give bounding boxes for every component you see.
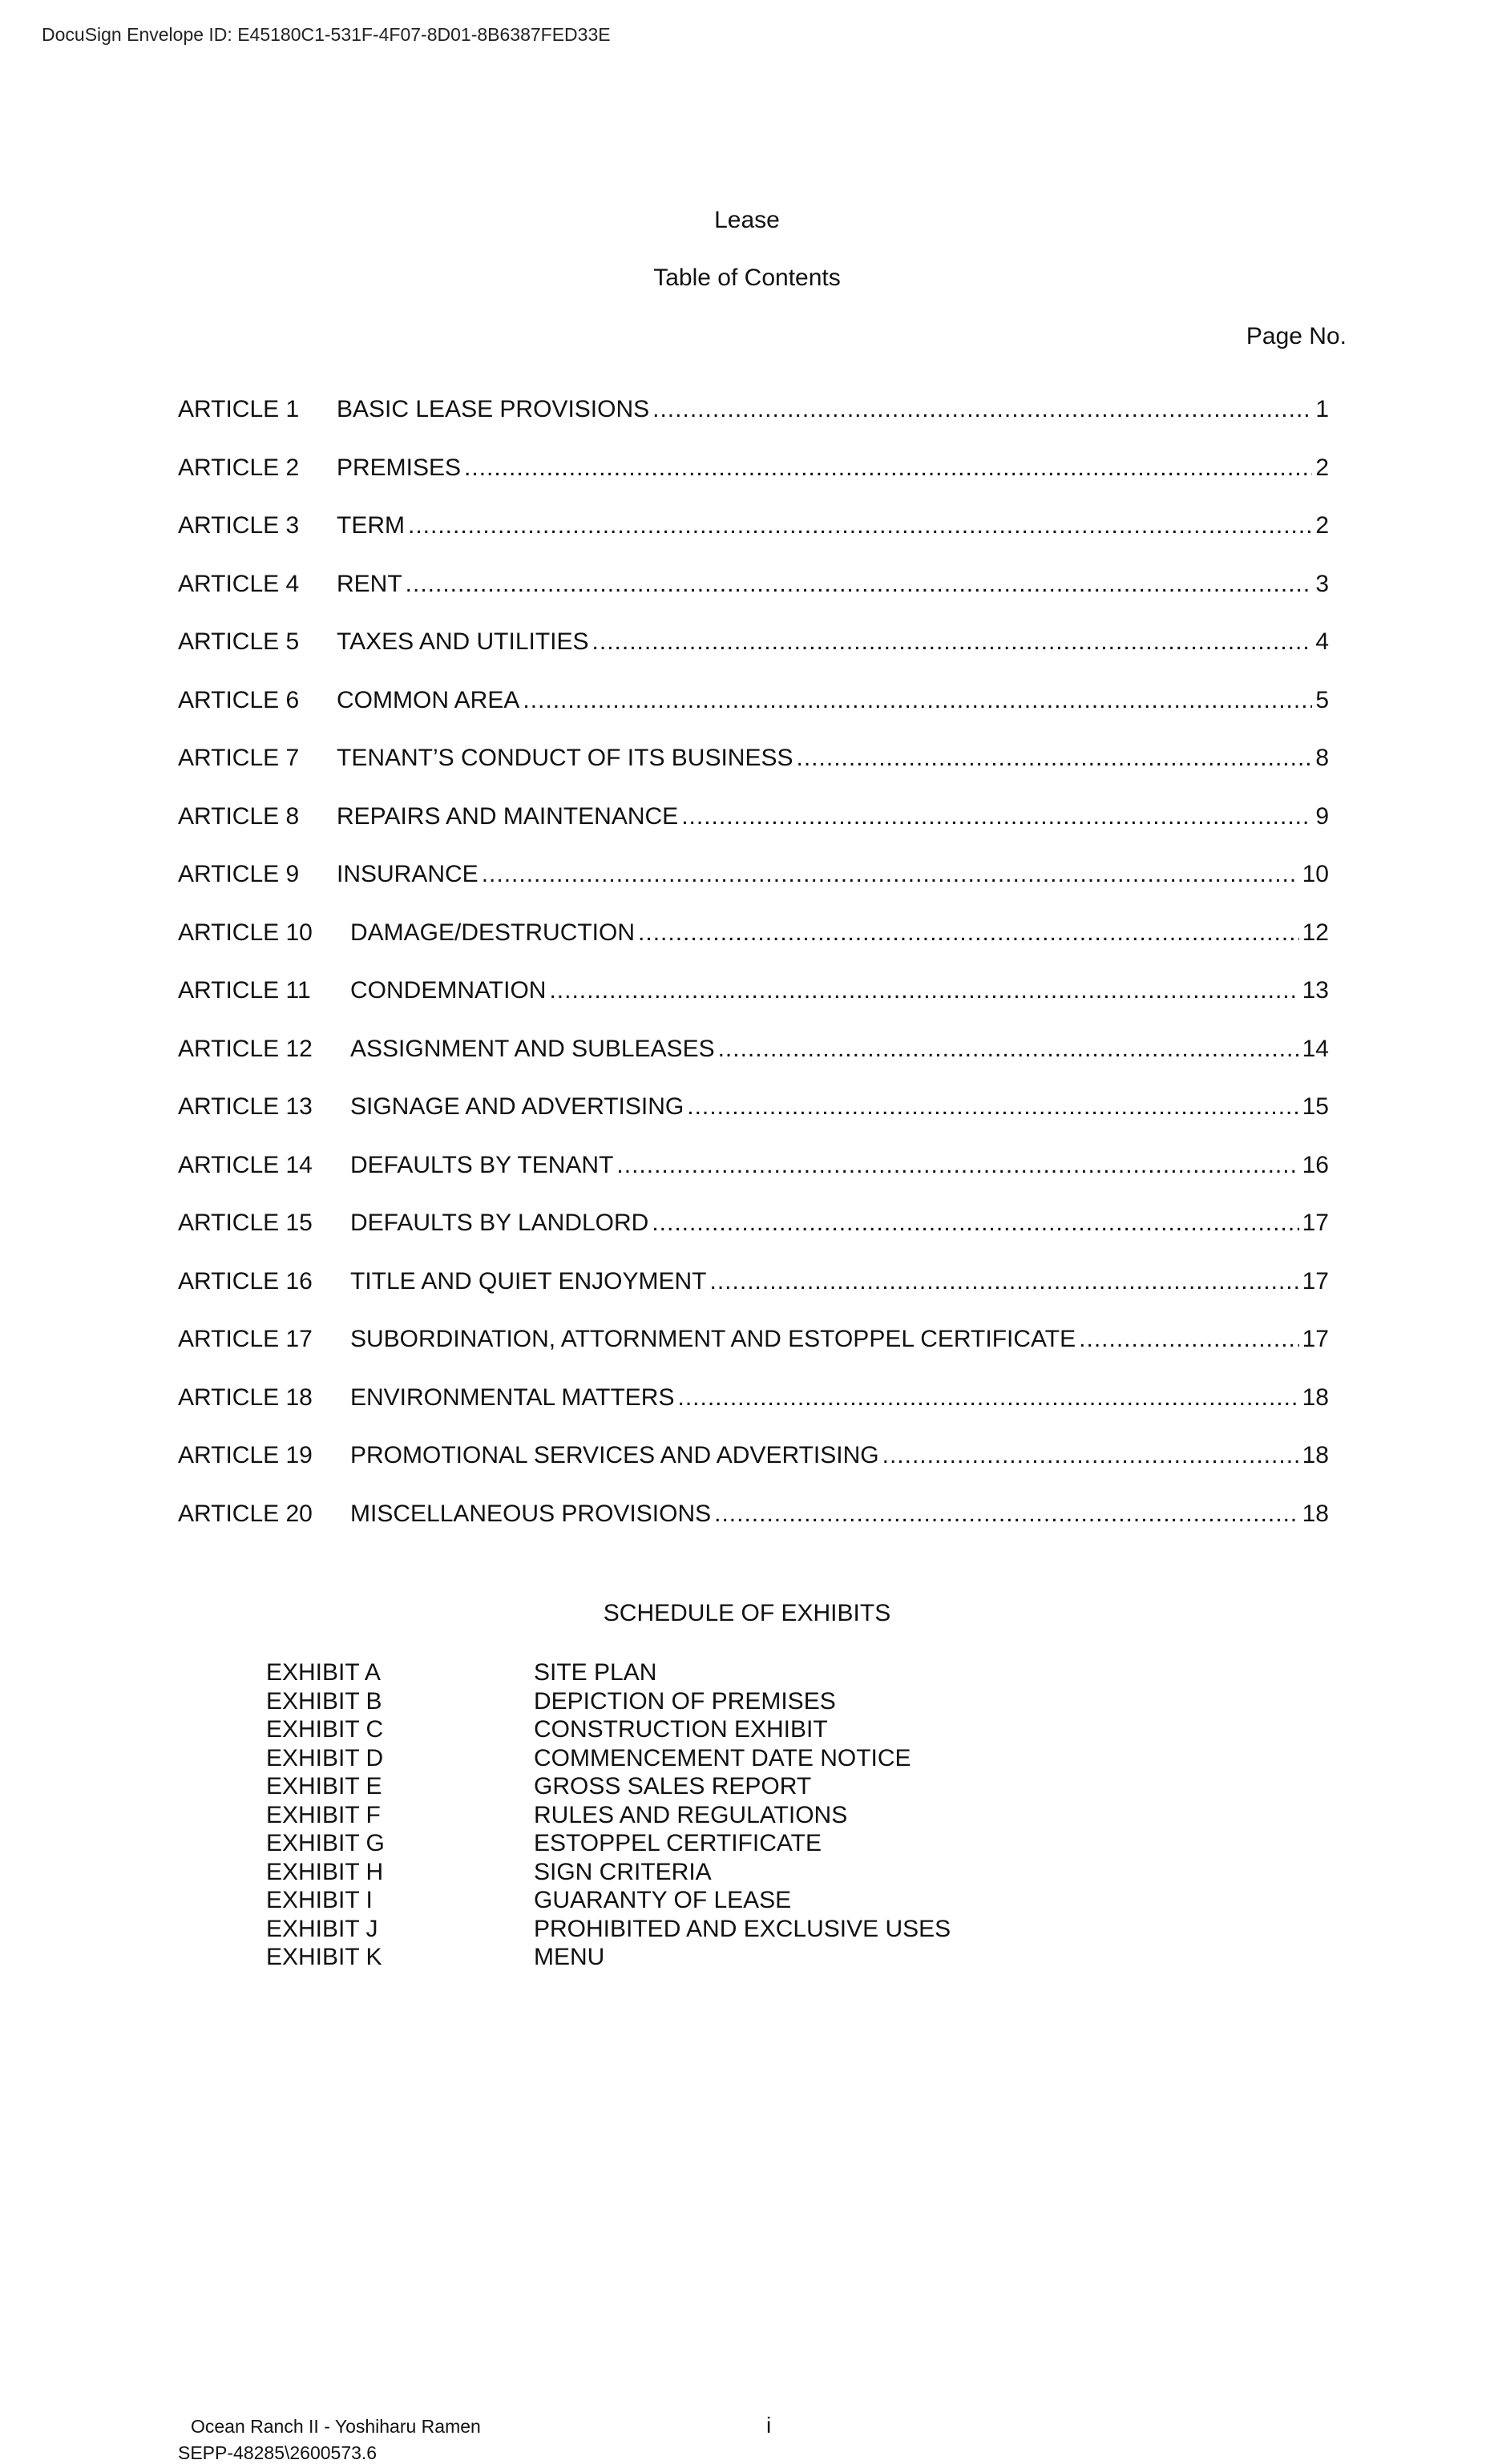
docusign-envelope-id: DocuSign Envelope ID: E45180C1-531F-4F07-8D01-8B6387FED33E	[42, 24, 611, 45]
toc-page-number: 15	[1302, 1093, 1329, 1120]
toc-article-number: ARTICLE 5	[178, 628, 300, 655]
toc-dot-leader	[408, 512, 1312, 539]
exhibit-letter: EXHIBIT H	[266, 1858, 384, 1885]
exhibit-entry	[266, 1802, 1068, 1831]
toc-entry	[178, 1210, 1329, 1268]
toc-dot-leader	[523, 687, 1312, 714]
toc-dot-leader	[882, 1442, 1299, 1469]
toc-page-number: 9	[1315, 802, 1329, 830]
footer-page-number: i	[766, 2413, 772, 2438]
toc-page-number: 5	[1315, 686, 1329, 713]
toc-heading: Table of Contents	[653, 265, 841, 291]
toc-page-number: 17	[1302, 1210, 1329, 1236]
exhibit-entry	[266, 1659, 1068, 1688]
toc-entry	[178, 571, 1329, 629]
toc-page-number: 18	[1302, 1442, 1329, 1468]
exhibit-entry	[266, 1688, 1068, 1717]
toc-article-number: ARTICLE 11	[178, 977, 311, 1004]
toc-article-number: ARTICLE 1	[178, 396, 300, 422]
toc-article-title: TITLE AND QUIET ENJOYMENT	[350, 1267, 707, 1295]
toc-dot-leader	[482, 861, 1299, 888]
toc-article-number: ARTICLE 18	[178, 1383, 313, 1411]
toc-article-title: REPAIRS AND MAINTENANCE	[337, 802, 679, 830]
toc-article-number: ARTICLE 14	[178, 1151, 313, 1178]
toc-entry	[178, 977, 1329, 1036]
toc-entry	[178, 1093, 1329, 1152]
document-title: Lease	[714, 207, 780, 233]
exhibit-entry	[266, 1773, 1068, 1802]
toc-article-title: TAXES AND UTILITIES	[337, 628, 589, 655]
toc-dot-leader	[616, 1152, 1298, 1179]
exhibit-letter: EXHIBIT K	[266, 1944, 382, 1970]
exhibit-name: RULES AND REGULATIONS	[534, 1801, 848, 1828]
toc-dot-leader	[677, 1384, 1298, 1412]
toc-article-number: ARTICLE 19	[178, 1442, 313, 1468]
toc-article-number: ARTICLE 9	[178, 861, 300, 887]
footer-project-name: Ocean Ranch II - Yoshiharu Ramen	[191, 2416, 481, 2437]
exhibit-letter: EXHIBIT A	[266, 1659, 381, 1686]
exhibit-entry	[266, 1716, 1068, 1745]
toc-dot-leader	[549, 977, 1298, 1004]
schedule-of-exhibits-heading: SCHEDULE OF EXHIBITS	[603, 1600, 891, 1626]
toc-dot-leader	[1079, 1326, 1298, 1353]
toc-article-title: ASSIGNMENT AND SUBLEASES	[350, 1035, 715, 1062]
toc-page-number: 12	[1302, 919, 1329, 946]
toc-page-number: 14	[1302, 1035, 1329, 1062]
exhibit-name: GROSS SALES REPORT	[534, 1773, 812, 1800]
toc-article-title: INSURANCE	[337, 861, 478, 887]
toc-dot-leader	[652, 396, 1312, 423]
exhibit-entry	[266, 1745, 1068, 1774]
toc-page-number: 16	[1302, 1151, 1329, 1178]
exhibit-name: MENU	[534, 1944, 605, 1970]
toc-page-number: 8	[1315, 745, 1329, 771]
toc-page-number: 3	[1315, 570, 1329, 597]
toc-page-number: 2	[1315, 454, 1329, 481]
exhibit-name: PROHIBITED AND EXCLUSIVE USES	[534, 1915, 951, 1942]
toc-article-title: ENVIRONMENTAL MATTERS	[350, 1383, 675, 1411]
toc-article-title: DEFAULTS BY LANDLORD	[350, 1210, 649, 1236]
toc-article-title: TERM	[337, 512, 405, 539]
toc-entry	[178, 919, 1329, 978]
exhibit-name: DEPICTION OF PREMISES	[534, 1687, 836, 1715]
toc-entry	[178, 1326, 1329, 1384]
exhibit-letter: EXHIBIT C	[266, 1716, 384, 1743]
toc-page-number: 10	[1302, 861, 1329, 887]
toc-article-number: ARTICLE 20	[178, 1500, 313, 1527]
toc-dot-leader	[638, 919, 1299, 947]
toc-dot-leader	[797, 745, 1313, 772]
toc-article-title: MISCELLANEOUS PROVISIONS	[350, 1500, 712, 1527]
exhibit-entry	[266, 1859, 1068, 1888]
exhibit-name: ESTOPPEL CERTIFICATE	[534, 1830, 822, 1856]
footer-document-number: SEPP-48285\2600573.6	[178, 2442, 378, 2463]
exhibit-letter: EXHIBIT J	[266, 1915, 378, 1942]
toc-page-number: 4	[1315, 628, 1329, 655]
toc-article-number: ARTICLE 3	[178, 512, 300, 539]
toc-entry	[178, 1268, 1329, 1327]
toc-article-title: COMMON AREA	[337, 686, 520, 713]
toc-entry	[178, 745, 1329, 803]
toc-entry	[178, 1152, 1329, 1210]
toc-page-number: 13	[1302, 977, 1329, 1004]
toc-entry	[178, 628, 1329, 687]
toc-entry	[178, 1384, 1329, 1443]
toc-dot-leader	[718, 1036, 1299, 1063]
exhibit-letter: EXHIBIT E	[266, 1773, 382, 1800]
toc-page-number: 17	[1302, 1267, 1329, 1295]
exhibit-list	[266, 1659, 1068, 1973]
toc-dot-leader	[710, 1268, 1299, 1295]
toc-dot-leader	[652, 1210, 1298, 1237]
toc-article-title: DEFAULTS BY TENANT	[350, 1151, 614, 1178]
toc-article-number: ARTICLE 13	[178, 1093, 313, 1120]
toc-article-title: RENT	[337, 570, 402, 597]
exhibit-name: SIGN CRITERIA	[534, 1858, 712, 1885]
exhibit-name: SITE PLAN	[534, 1659, 657, 1686]
toc-page-number: 18	[1302, 1383, 1329, 1411]
toc-entry	[178, 861, 1329, 919]
toc-entry	[178, 1036, 1329, 1094]
toc-article-title: PROMOTIONAL SERVICES AND ADVERTISING	[350, 1442, 879, 1468]
toc-article-number: ARTICLE 15	[178, 1210, 313, 1236]
exhibit-letter: EXHIBIT F	[266, 1801, 381, 1828]
exhibit-entry	[266, 1887, 1068, 1916]
exhibit-entry	[266, 1944, 1068, 1973]
toc-page-number: 18	[1302, 1500, 1329, 1527]
toc-article-title: TENANT’S CONDUCT OF ITS BUSINESS	[337, 745, 793, 771]
toc-dot-leader	[687, 1093, 1298, 1121]
exhibit-letter: EXHIBIT G	[266, 1830, 385, 1856]
toc-article-number: ARTICLE 8	[178, 802, 300, 830]
toc-article-number: ARTICLE 16	[178, 1267, 313, 1295]
toc-article-number: ARTICLE 7	[178, 745, 300, 771]
toc-article-title: DAMAGE/DESTRUCTION	[350, 919, 636, 946]
exhibit-name: CONSTRUCTION EXHIBIT	[534, 1716, 828, 1743]
toc-entry	[178, 454, 1329, 513]
exhibit-entry	[266, 1830, 1068, 1859]
toc-article-title: SIGNAGE AND ADVERTISING	[350, 1093, 684, 1120]
toc-entry	[178, 1501, 1329, 1559]
page-no-column-header: Page No.	[1246, 323, 1347, 349]
toc-article-title: BASIC LEASE PROVISIONS	[337, 396, 650, 422]
toc-entry	[178, 396, 1329, 454]
toc-dot-leader	[464, 454, 1312, 482]
toc-page-number: 2	[1315, 512, 1329, 539]
toc-article-title: CONDEMNATION	[350, 977, 547, 1004]
exhibit-letter: EXHIBIT D	[266, 1744, 384, 1771]
toc-article-number: ARTICLE 2	[178, 454, 300, 481]
toc-article-number: ARTICLE 17	[178, 1326, 313, 1352]
toc-dot-leader	[681, 803, 1312, 830]
toc-entry	[178, 803, 1329, 862]
toc-article-number: ARTICLE 12	[178, 1035, 313, 1062]
toc-entry	[178, 512, 1329, 571]
toc-dot-leader	[592, 628, 1313, 656]
toc-page-number: 1	[1315, 396, 1329, 422]
toc-dot-leader	[406, 571, 1313, 598]
exhibit-letter: EXHIBIT B	[266, 1687, 382, 1715]
toc-entry	[178, 687, 1329, 745]
exhibit-name: GUARANTY OF LEASE	[534, 1887, 792, 1913]
toc-entry	[178, 1442, 1329, 1501]
toc-article-number: ARTICLE 6	[178, 686, 300, 713]
table-of-contents	[178, 396, 1329, 1558]
toc-dot-leader	[714, 1501, 1299, 1528]
toc-article-number: ARTICLE 10	[178, 919, 313, 946]
toc-page-number: 17	[1302, 1326, 1329, 1352]
exhibit-entry	[266, 1916, 1068, 1945]
exhibit-name: COMMENCEMENT DATE NOTICE	[534, 1744, 911, 1771]
toc-article-number: ARTICLE 4	[178, 570, 300, 597]
exhibit-letter: EXHIBIT I	[266, 1887, 373, 1913]
toc-article-title: PREMISES	[337, 454, 462, 481]
toc-article-title: SUBORDINATION, ATTORNMENT AND ESTOPPEL CERTIFICATE	[350, 1326, 1076, 1352]
